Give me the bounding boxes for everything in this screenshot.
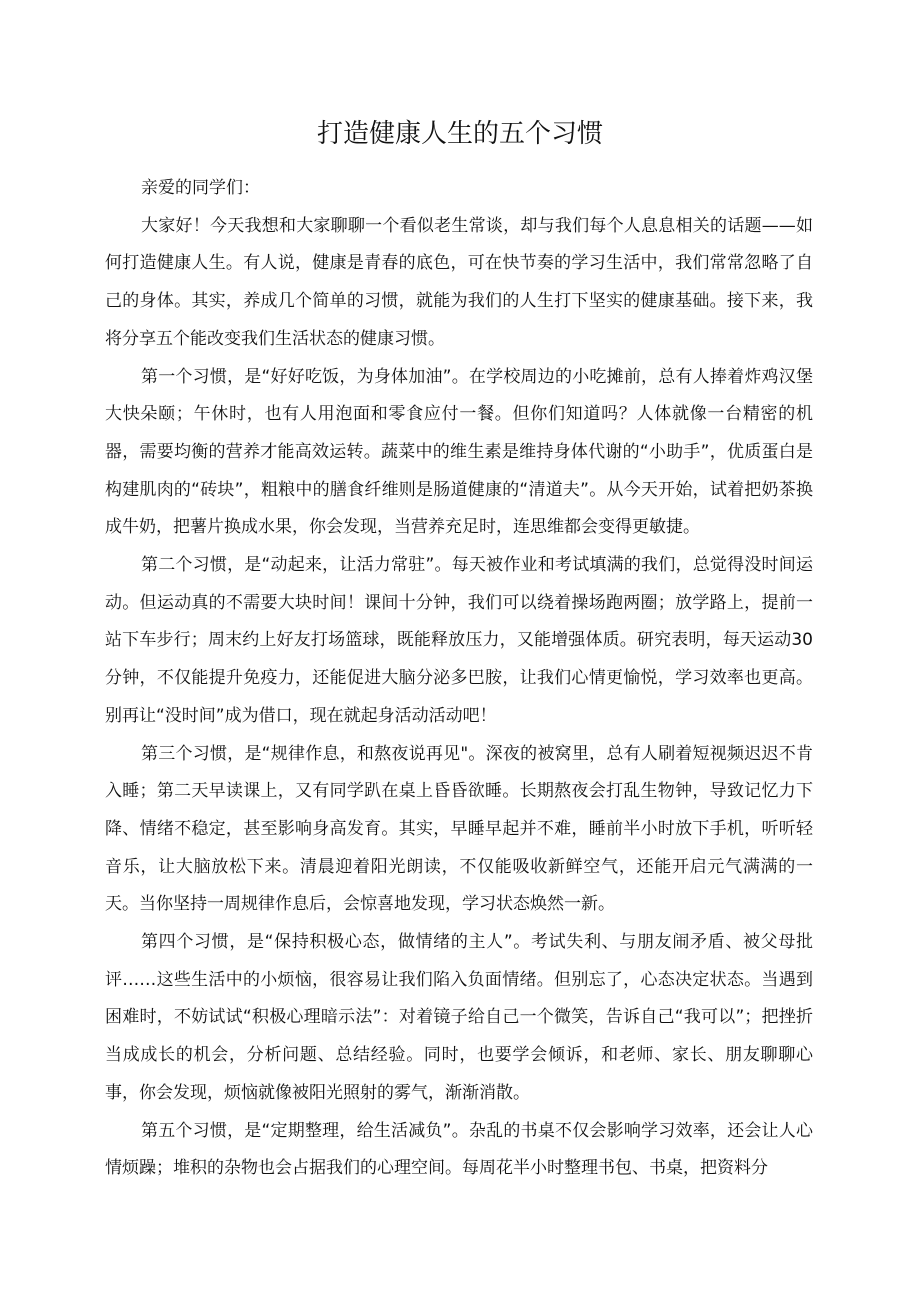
document-body: [105, 170, 813, 1188]
salutation: 亲爱的同学们：: [141, 178, 260, 198]
document-title: 打造健康人生的五个习惯: [316, 119, 603, 149]
paragraph-habit-4: 第四个习惯，是“保持积极心态，做情绪的主人”。考试失利、与朋友闹矛盾、被父母批评……这些生活中的小烦恼，很容易让我们陷入负面情绪。但别忘了，心态决定状态。当遇到困难时，不妨试试“积极心理暗示法”：对着镜子给自己一个微笑，告诉自己“我可以”；把挫折当成成长的机会，分析问题、总结经验。同时，也要学会倾诉，和老师、家长、朋友聊聊心事，你会发现，烦恼就像被阳光照射的雾气，渐渐消散。: [105, 932, 813, 1103]
paragraph-habit-1: 第一个习惯，是“好好吃饭，为身体加油”。在学校周边的小吃摊前，总有人捧着炸鸡汉堡大快朵颐；午休时，也有人用泡面和零食应付一餐。但你们知道吗？人体就像一台精密的机器，需要均衡的营养才能高效运转。蔬菜中的维生素是维持身体代谢的“小助手”，优质蛋白是构建肌肉的“砖块”，粗粮中的膳食纤维则是肠道健康的“清道夫”。从今天开始，试着把奶茶换成牛奶，把薯片换成水果，你会发现，当营养充足时，连思维都会变得更敏捷。: [105, 366, 813, 538]
paragraph-habit-2: 第二个习惯，是“动起来，让活力常驻”。每天被作业和考试填满的我们，总觉得没时间运动。但运动真的不需要大块时间！课间十分钟，我们可以绕着操场跑两圈；放学路上，提前一站下车步行；周末约上好友打场篮球，既能释放压力，又能增强体质。研究表明，每天运动30分钟，不仅能提升免疫力，还能促进大脑分泌多巴胺，让我们心情更愉悦，学习效率也更高。别再让“没时间”成为借口，现在就起身活动活动吧！: [105, 555, 813, 726]
paragraph-habit-3: 第三个习惯，是“规律作息，和熬夜说再见"。深夜的被窝里，总有人刷着短视频迟迟不肯入睡；第二天早读课上，又有同学趴在桌上昏昏欲睡。长期熬夜会打乱生物钟，导致记忆力下降、情绪不稳定，甚至影响身高发育。其实，早睡早起并不难，睡前半小时放下手机，听听轻音乐，让大脑放松下来。清晨迎着阳光朗读，不仅能吸收新鲜空气，还能开启元气满满的一天。当你坚持一周规律作息后，会惊喜地发现，学习状态焕然一新。: [105, 743, 813, 915]
paragraph-intro: 大家好！今天我想和大家聊聊一个看似老生常谈，却与我们每个人息息相关的话题——如何打造健康人生。有人说，健康是青春的底色，可在快节奏的学习生活中，我们常常忽略了自己的身体。其实，养成几个简单的习惯，就能为我们的人生打下坚实的健康基础。接下来，我将分享五个能改变我们生活状态的健康习惯。: [105, 215, 813, 349]
paragraph-habit-5: 第五个习惯，是“定期整理，给生活减负”。杂乱的书桌不仅会影响学习效率，还会让人心情烦躁；堆积的杂物也会占据我们的心理空间。每周花半小时整理书包、书桌，把资料分: [105, 1120, 813, 1179]
